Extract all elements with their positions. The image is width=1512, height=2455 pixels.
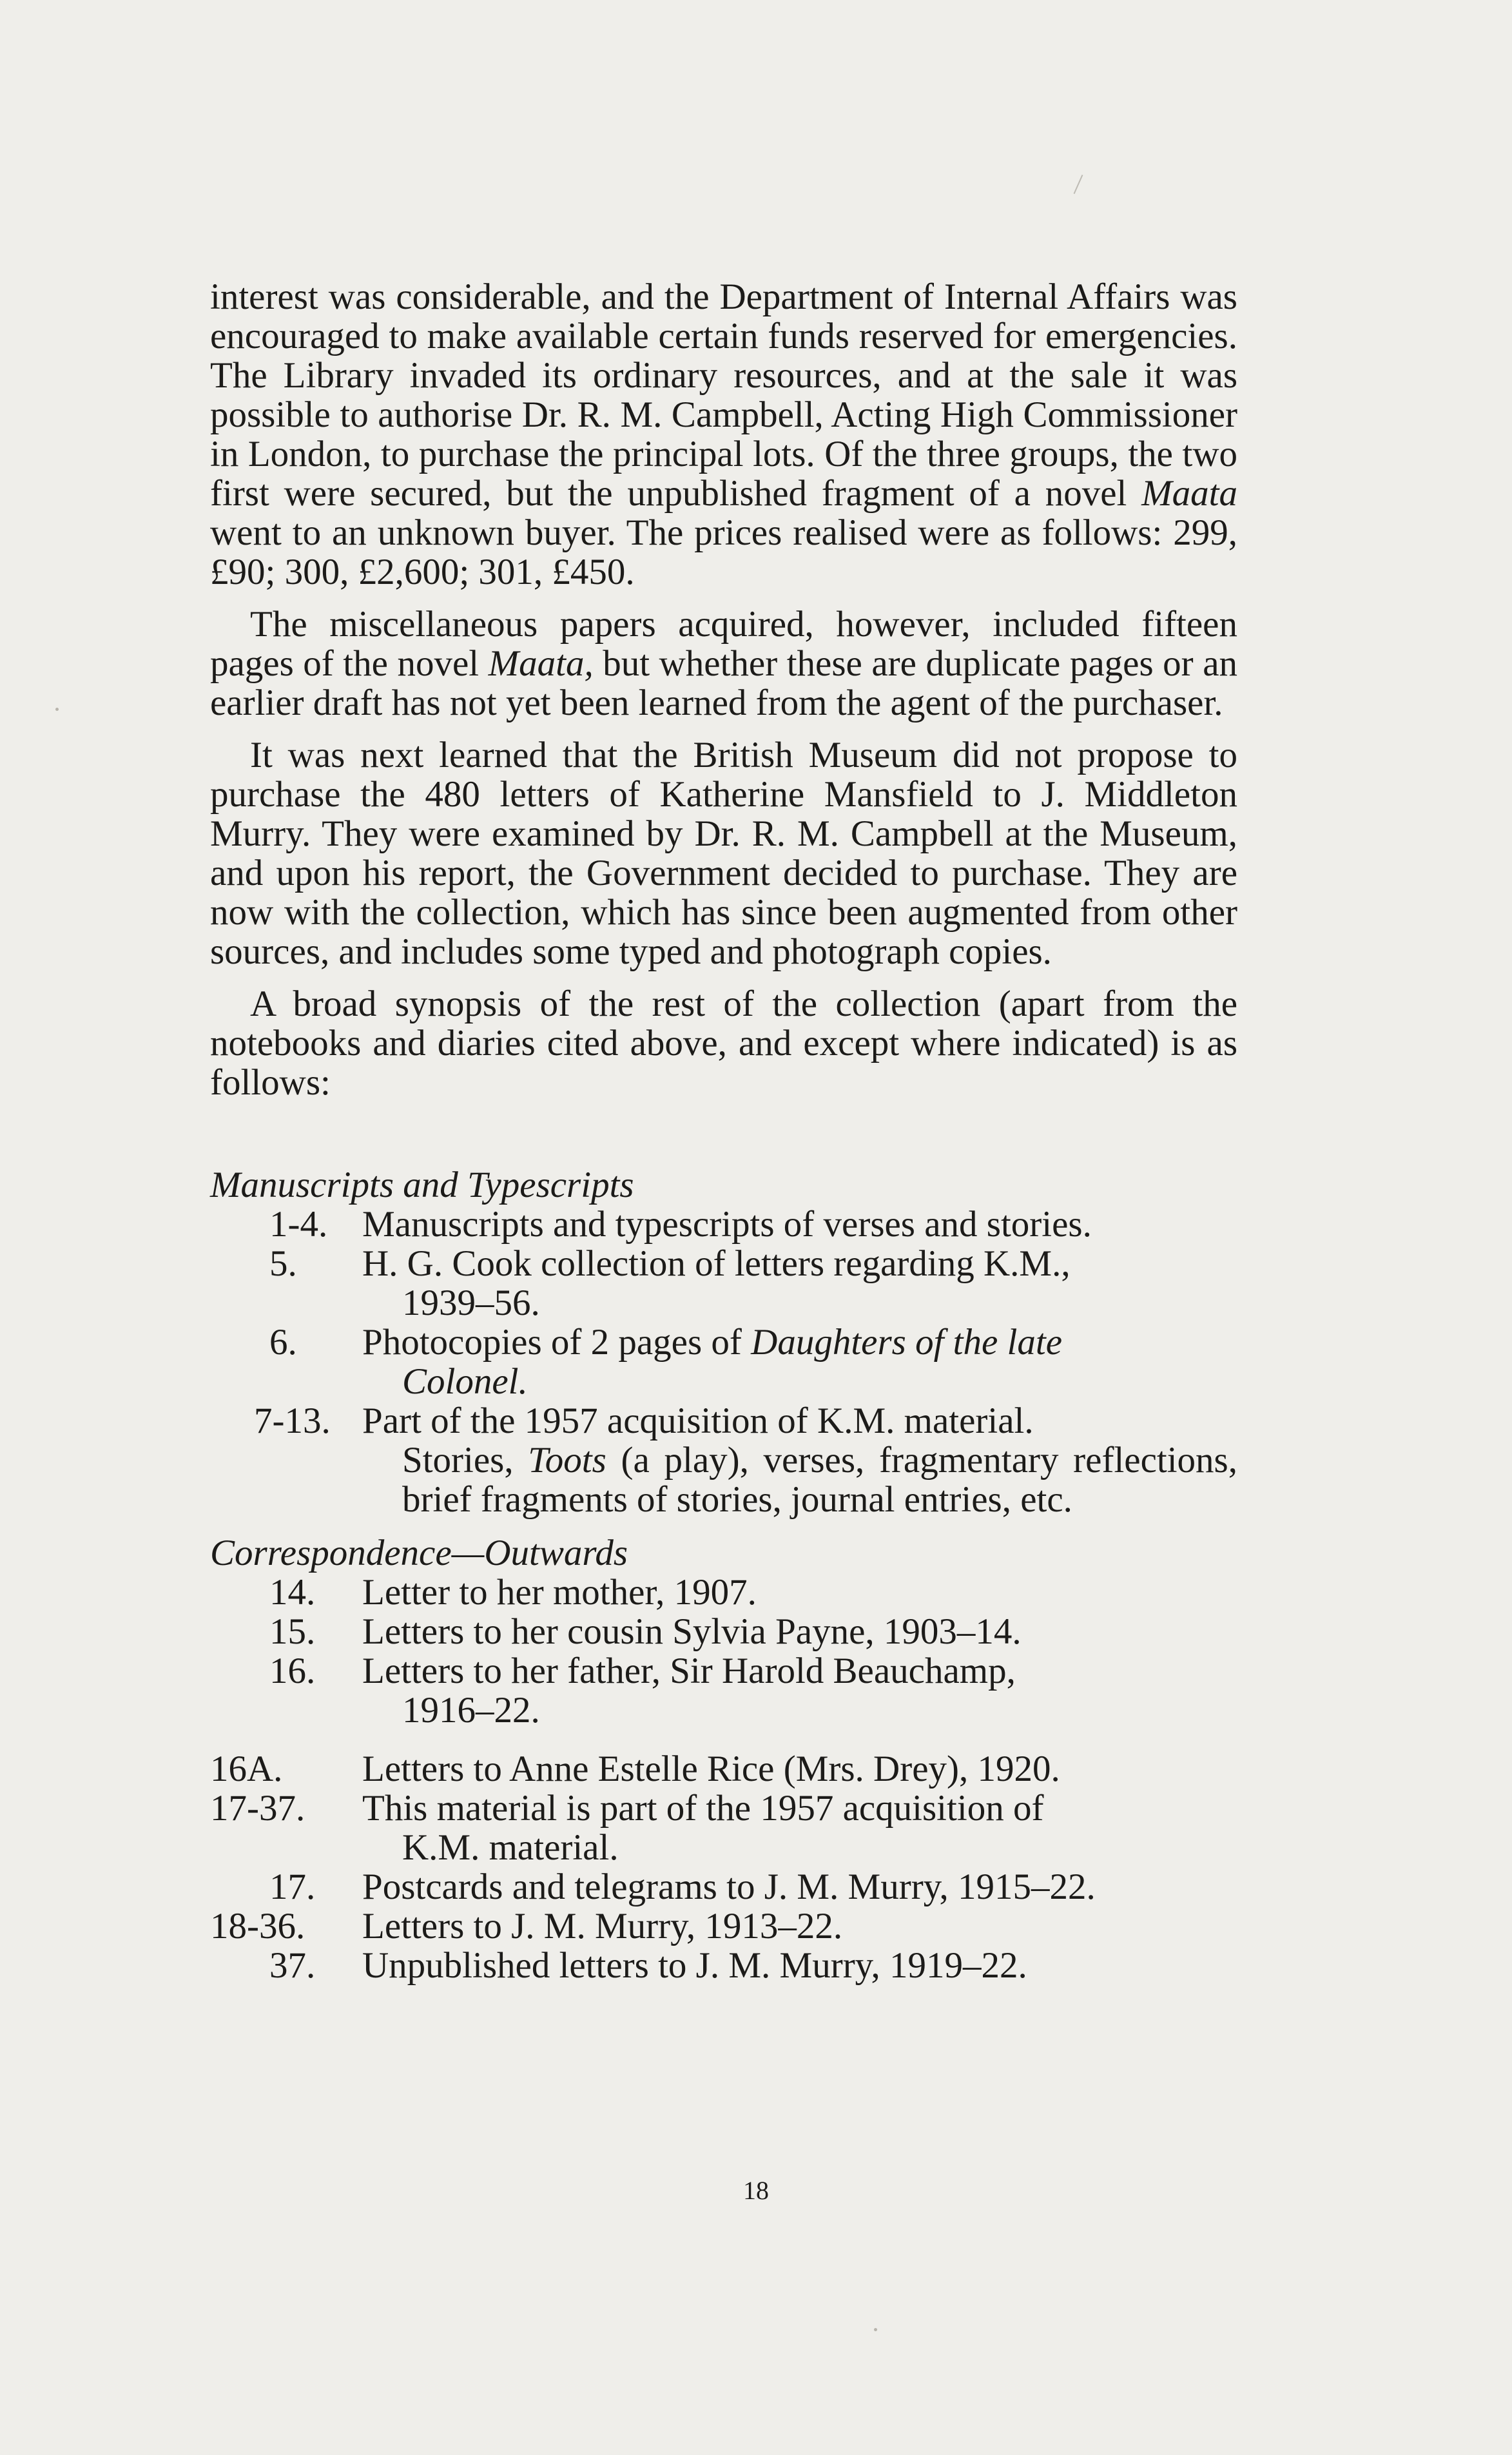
list-item <box>210 1789 1237 1867</box>
correspondence-list <box>210 1573 1237 1985</box>
item-text <box>362 1651 1237 1730</box>
text-run: 1916–22. <box>402 1690 540 1731</box>
page-number: 18 <box>743 2176 769 2205</box>
list-item <box>210 1573 1237 1612</box>
text-run: interest was considerable, and the Department of Internal Affairs was encouraged to make available certain funds reserved for emergencies. The Library invaded its ordinary resources, and at the sale it was possible to authorise Dr. R. M. Campbell, Acting High Commissioner in London, to purchase the principal lots. Of the three groups, the two first were secured, but the unpublished fragment of a novel <box>210 277 1237 514</box>
play-title: Toots <box>528 1440 606 1480</box>
paragraph-1 <box>210 277 1237 592</box>
item-text <box>362 1946 1237 1985</box>
item-text <box>362 1907 1237 1946</box>
text-run: This material is part of the 1957 acquisition of <box>362 1788 1044 1829</box>
text-run: Letters to her cousin Sylvia Payne, 1903–14. <box>362 1611 1022 1652</box>
text-run: Letters to Anne Estelle Rice (Mrs. Drey), 1920. <box>362 1749 1060 1789</box>
text-run: went to an unknown buyer. The prices realised were as follows: 299, £90; 300, £2,600; 301, £450. <box>210 512 1237 592</box>
item-text <box>362 1789 1237 1867</box>
item-text <box>362 1612 1237 1651</box>
list-item <box>210 1401 1237 1519</box>
text-run: H. G. Cook collection of letters regarding K.M., <box>362 1243 1071 1284</box>
text-run: 1939–56. <box>402 1283 540 1323</box>
item-number: 6. <box>269 1322 297 1363</box>
list-item <box>210 1205 1237 1244</box>
paragraph-2 <box>210 605 1237 723</box>
section-heading-correspondence: Correspondence—Outwards <box>210 1533 628 1573</box>
manuscripts-list <box>210 1205 1237 1519</box>
item-number: 37. <box>269 1945 316 1986</box>
story-title: Daughters of the late <box>751 1322 1063 1363</box>
item-number: 16. <box>269 1651 316 1691</box>
item-number: 16A. <box>210 1749 283 1789</box>
item-text <box>362 1244 1237 1323</box>
paragraph-3: It was next learned that the British Museum did not propose to purchase the 480 letters of Katherine Mansfield to J. Middleton Murry. They were examined by Dr. R. M. Campbell at the Museum, and upon his report, the Government decided to purchase. They are now with the collection, which has since been augmented from other sources, and includes some typed and photograph copies. <box>210 735 1237 972</box>
item-number: 14. <box>269 1572 316 1613</box>
list-item <box>210 1907 1237 1946</box>
section-heading-manuscripts: Manuscripts and Typescripts <box>210 1165 634 1205</box>
story-title: Colonel. <box>402 1361 528 1402</box>
list-item <box>210 1323 1237 1401</box>
item-number: 18-36. <box>210 1906 305 1946</box>
item-text <box>362 1867 1237 1907</box>
stray-dot <box>55 708 59 711</box>
list-item <box>210 1946 1237 1985</box>
item-text <box>362 1205 1237 1244</box>
text-run: Part of the 1957 acquisition of K.M. material. <box>362 1401 1034 1441</box>
text-run: Postcards and telegrams to J. M. Murry, 1915–22. <box>362 1867 1096 1907</box>
item-number: 1-4. <box>269 1204 328 1245</box>
novel-title: Maata <box>1141 473 1237 514</box>
body-text <box>210 277 1237 1985</box>
item-number: 7-13. <box>254 1401 331 1441</box>
item-number: 17-37. <box>210 1788 305 1829</box>
list-item <box>210 1867 1237 1907</box>
novel-title: Maata, <box>488 643 594 684</box>
item-number: 17. <box>269 1867 316 1907</box>
stray-pen-mark <box>1074 175 1083 194</box>
list-item <box>210 1651 1237 1730</box>
text-run: (a play), verses, fragmentary reflections, brief fragments of stories, journal entries, etc. <box>402 1440 1237 1520</box>
item-text <box>362 1323 1237 1401</box>
item-number: 5. <box>269 1243 297 1284</box>
text-run: K.M. material. <box>402 1827 619 1868</box>
item-number: 15. <box>269 1611 316 1652</box>
text-run: Manuscripts and typescripts of verses and stories. <box>362 1204 1092 1245</box>
paragraph-4: A broad synopsis of the rest of the collection (apart from the notebooks and diaries cited above, and except where indicated) is as follows: <box>210 984 1237 1103</box>
item-text <box>362 1749 1237 1789</box>
item-continuation <box>362 1441 1237 1519</box>
text-run: Letter to her mother, 1907. <box>362 1572 757 1613</box>
item-text <box>362 1573 1237 1612</box>
text-run: Photocopies of 2 pages of <box>362 1322 751 1363</box>
text-run: Unpublished letters to J. M. Murry, 1919–22. <box>362 1945 1027 1986</box>
text-run: but whether these are duplicate pages or an earlier draft has not yet been learned from the agent of the purchaser. <box>210 643 1237 723</box>
text-run: Stories, <box>402 1440 528 1480</box>
list-item <box>210 1244 1237 1323</box>
text-run: Letters to her father, Sir Harold Beauchamp, <box>362 1651 1016 1691</box>
list-item <box>210 1749 1237 1789</box>
list-item <box>210 1612 1237 1651</box>
item-text <box>362 1401 1237 1519</box>
text-run: The miscellaneous papers acquired, however, included fifteen pages of the novel <box>210 604 1237 684</box>
text-run: Letters to J. M. Murry, 1913–22. <box>362 1906 843 1946</box>
stray-dot <box>874 2328 877 2331</box>
